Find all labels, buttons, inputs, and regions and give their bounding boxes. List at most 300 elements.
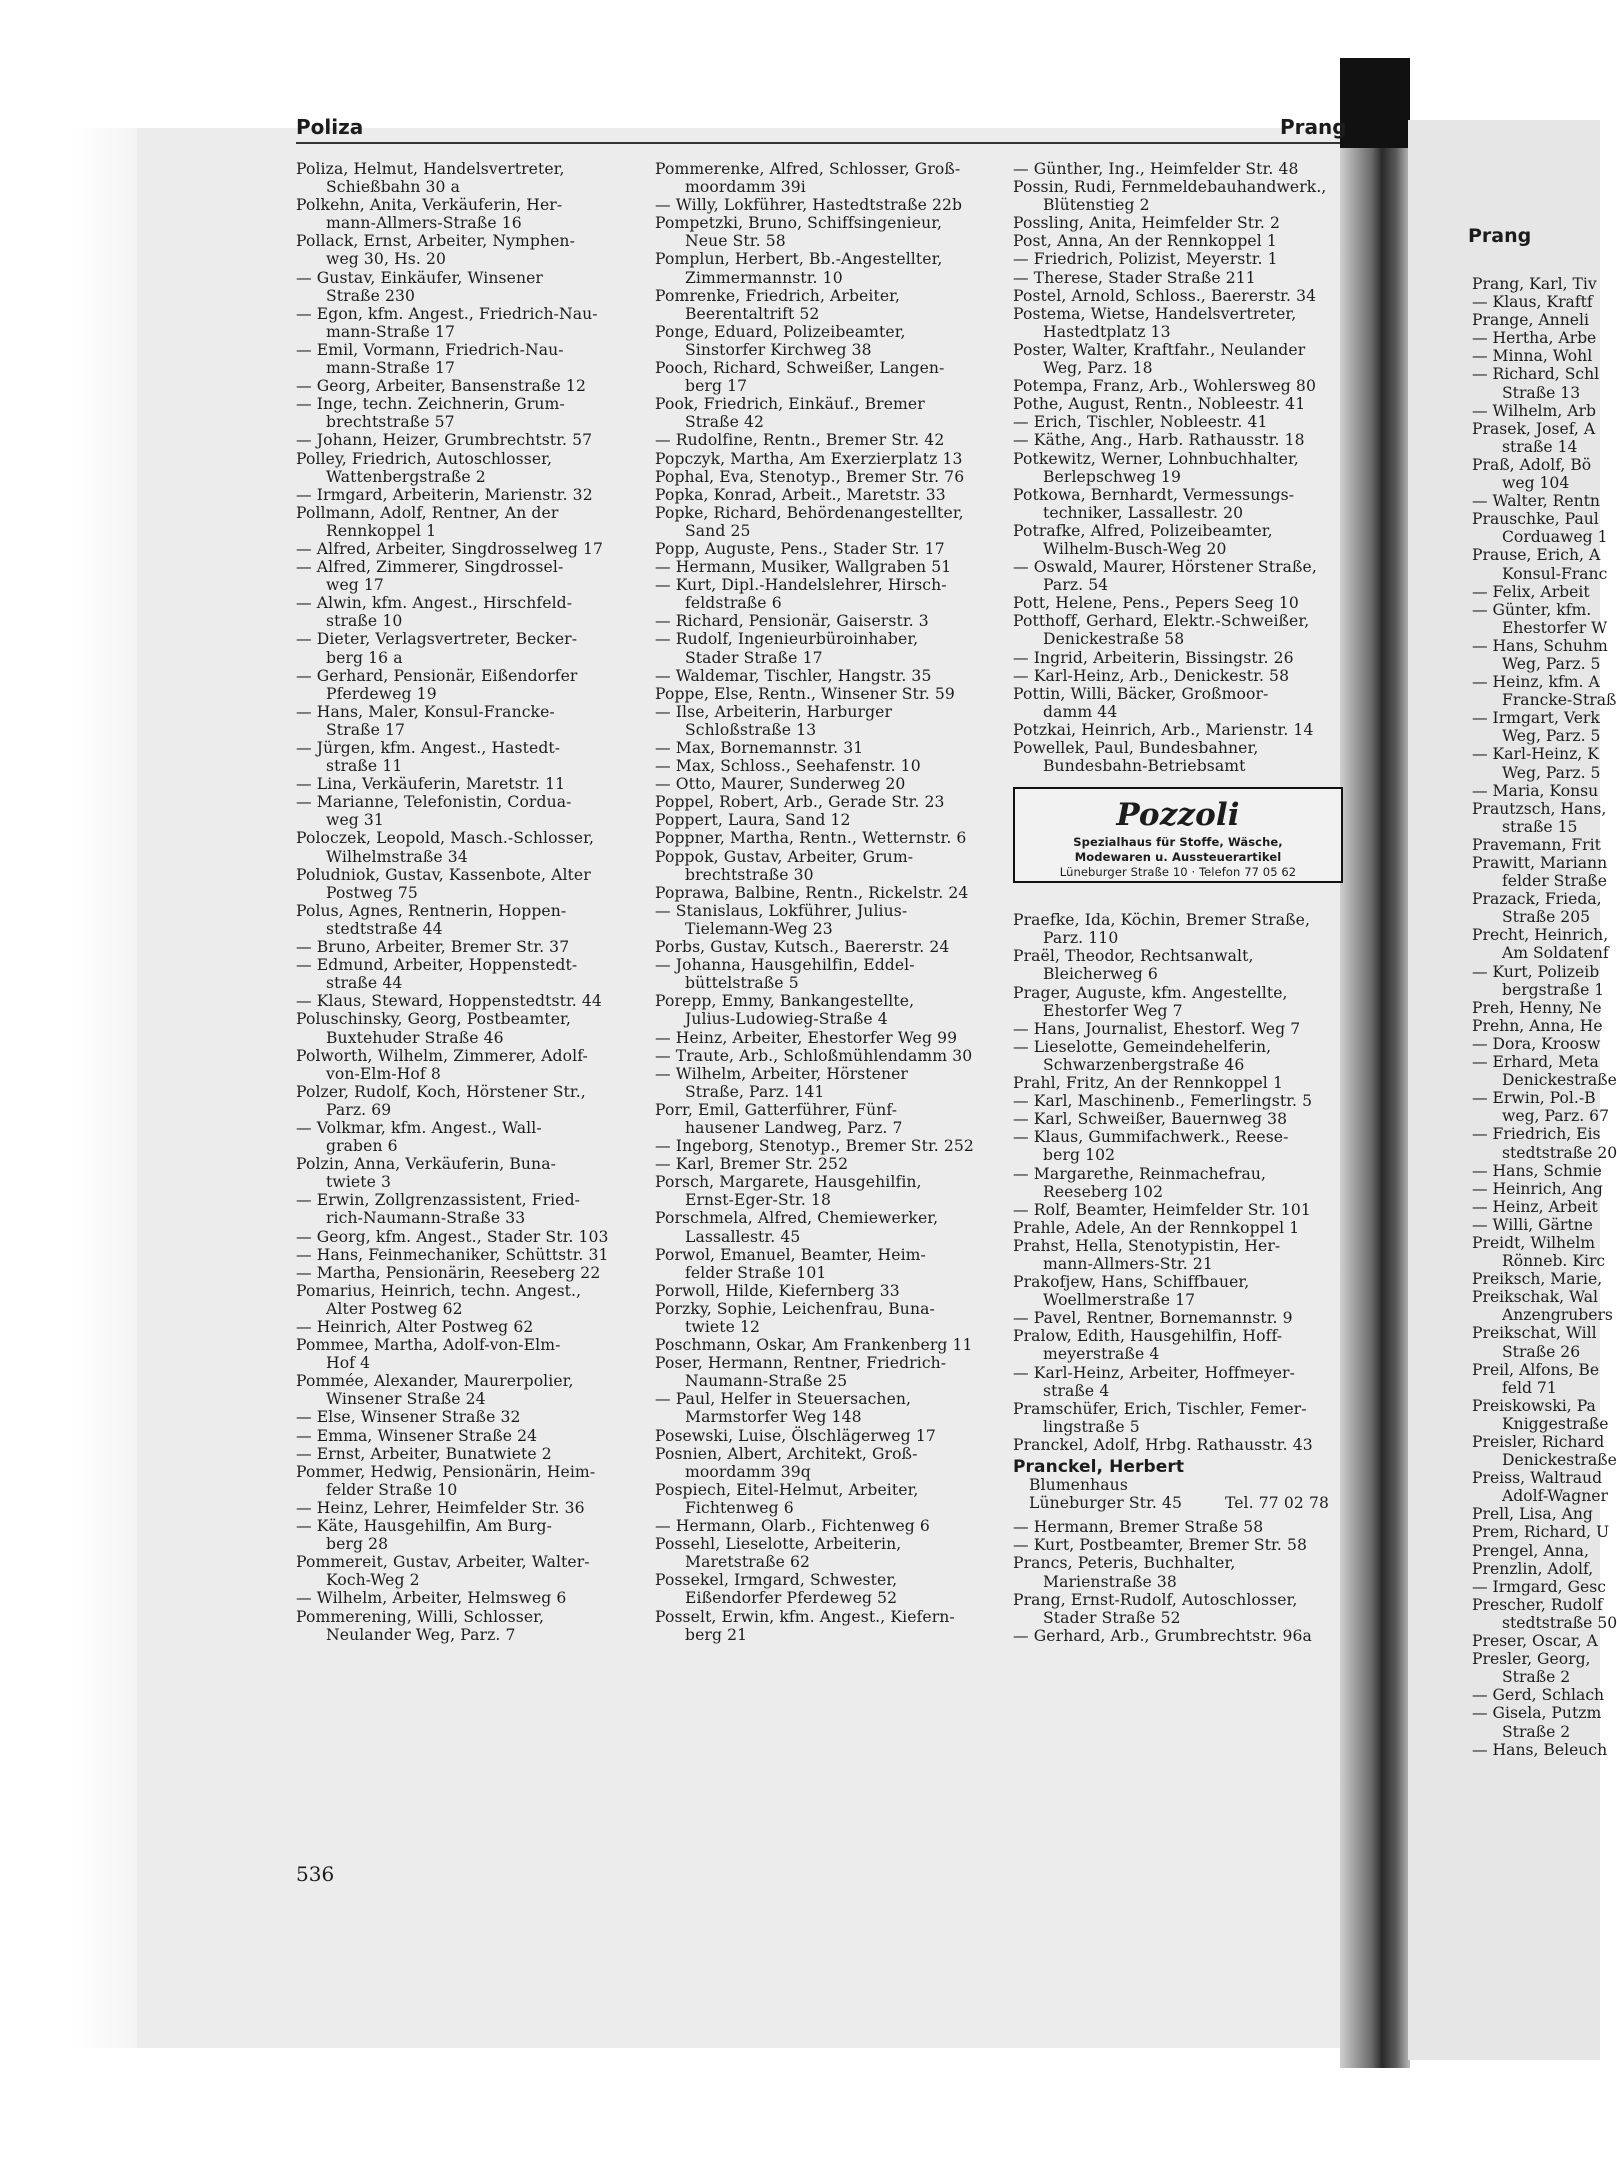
entry-line: — Georg, Arbeiter, Bansenstraße 12: [296, 377, 586, 396]
entry-line: — Walter, Rentn: [1472, 492, 1600, 511]
entry-line: — Johann, Heizer, Grumbrechtstr. 57: [296, 431, 593, 450]
entry-line: Pospiech, Eitel-Helmut, Arbeiter,: [655, 1480, 919, 1499]
entry-line: Maretstraße 62: [685, 1553, 811, 1572]
entry-line: Sand 25: [685, 521, 751, 540]
entry-line: — Heinz, Lehrer, Heimfelder Str. 36: [296, 1498, 585, 1517]
entry-line: Prahle, Adele, An der Rennkoppel 1: [1013, 1218, 1300, 1237]
entry-line: stedtstraße 44: [326, 919, 443, 938]
entry-line: Postema, Wietse, Handelsvertreter,: [1013, 304, 1297, 323]
entry-line: Pollack, Ernst, Arbeiter, Nymphen-: [296, 232, 575, 251]
entry-line: Weg, Parz. 5: [1502, 763, 1601, 782]
entry-line: — Volkmar, kfm. Angest., Wall-: [296, 1118, 542, 1137]
entry-line: Possin, Rudi, Fernmeldebauhandwerk.,: [1013, 178, 1327, 197]
entry-line: Praël, Theodor, Rechtsanwalt,: [1013, 947, 1254, 966]
entry-line: Post, Anna, An der Rennkoppel 1: [1013, 232, 1277, 251]
entry-line: Eißendorfer Pferdeweg 52: [685, 1589, 898, 1608]
entry-line: — Hermann, Bremer Straße 58: [1013, 1518, 1264, 1537]
entry-line: — Ilse, Arbeiterin, Harburger: [655, 702, 893, 721]
entry-line: Francke-Straß: [1502, 691, 1617, 710]
entry-line: Marmstorfer Weg 148: [685, 1408, 862, 1427]
entry-line: — Stanislaus, Lokführer, Julius-: [655, 901, 908, 920]
next-page-fragment: [1408, 120, 1617, 2060]
entry-line: — Klaus, Gummifachwerk., Reese-: [1013, 1128, 1289, 1147]
entry-line: weg 31: [326, 811, 384, 830]
entry-line: — Heinz, Arbeit: [1472, 1197, 1598, 1216]
entry-line: von-Elm-Hof 8: [326, 1064, 441, 1083]
entry-line: — Waldemar, Tischler, Hangstr. 35: [655, 666, 932, 685]
entry-line: Prautzsch, Hans,: [1472, 799, 1607, 818]
entry-line: berg 17: [685, 377, 748, 396]
entry-line: Parz. 54: [1043, 576, 1109, 595]
entry-line: — Egon, kfm. Angest., Friedrich-Nau-: [296, 304, 598, 323]
entry-line: Prescher, Rudolf: [1472, 1595, 1603, 1614]
entry-line: Possling, Anita, Heimfelder Str. 2: [1013, 214, 1281, 233]
entry-line: Popczyk, Martha, Am Exerzierplatz 13: [655, 449, 963, 468]
entry-line: büttelstraße 5: [685, 974, 799, 993]
entry-line: Potthoff, Gerhard, Elektr.-Schweißer,: [1013, 612, 1310, 631]
entry-line: — Hans, Beleuch: [1472, 1740, 1608, 1759]
entry-line: Denickestraße: [1502, 1071, 1617, 1090]
entry-line: Alter Postweg 62: [326, 1299, 463, 1318]
entry-line: straße 10: [326, 612, 403, 631]
entry-line: — Rudolf, Ingenieurbüroinhaber,: [655, 630, 919, 649]
entry-line: twiete 3: [326, 1173, 392, 1192]
entry-line: Popp, Auguste, Pens., Stader Str. 17: [655, 539, 945, 558]
entry-line: Preiksch, Marie,: [1472, 1270, 1603, 1289]
entry-line: Prell, Lisa, Ang: [1472, 1505, 1593, 1524]
entry-line: Prancs, Peteris, Buchhalter,: [1013, 1554, 1236, 1573]
entry-line: Konsul-Franc: [1502, 564, 1608, 583]
entry-line: Hastedtplatz 13: [1043, 322, 1171, 341]
entry-line: Preser, Oscar, A: [1472, 1632, 1598, 1651]
entry-line: Bleicherweg 6: [1043, 965, 1158, 984]
entry-line: — Karl, Schweißer, Bauernweg 38: [1013, 1110, 1288, 1129]
entry-line: Potempa, Franz, Arb., Wohlersweg 80: [1013, 377, 1316, 396]
entry-line: — Heinz, kfm. A: [1472, 673, 1600, 692]
entry-line: Anzengrubers: [1502, 1306, 1613, 1325]
entry-line: — Irmgard, Arbeiterin, Marienstr. 32: [296, 485, 593, 504]
entry-line: Prem, Richard, U: [1472, 1523, 1610, 1542]
entry-line: Weg, Parz. 18: [1043, 359, 1153, 378]
entry-line: — Bruno, Arbeiter, Bremer Str. 37: [296, 938, 570, 957]
entry-line: Pomplun, Herbert, Bb.-Angestellter,: [655, 250, 943, 269]
entry-line: Wilhelm-Busch-Weg 20: [1043, 539, 1227, 558]
entry-line: Porr, Emil, Gatterführer, Fünf-: [655, 1100, 898, 1119]
entry-line: Neulander Weg, Parz. 7: [326, 1625, 516, 1644]
entry-line: Pooch, Richard, Schweißer, Langen-: [655, 359, 945, 378]
entry-line: Porzky, Sophie, Leichenfrau, Buna-: [655, 1299, 935, 1318]
entry-line: — Dora, Kroosw: [1472, 1034, 1601, 1053]
entry-line: lingstraße 5: [1043, 1417, 1140, 1436]
entry-line: Polworth, Wilhelm, Zimmerer, Adolf-: [296, 1046, 588, 1065]
entry-line: Poschmann, Oskar, Am Frankenberg 11: [655, 1336, 973, 1355]
entry-line: Poppner, Martha, Rentn., Wetternstr. 6: [655, 829, 967, 848]
entry-line: Sinstorfer Kirchweg 38: [685, 340, 872, 359]
entry-line: Prauschke, Paul: [1472, 510, 1599, 529]
entry-line: Prawitt, Mariann: [1472, 854, 1608, 872]
entry-line: Porsch, Margarete, Hausgehilfin,: [655, 1173, 922, 1192]
entry-line: Poprawa, Balbine, Rentn., Rickelstr. 24: [655, 883, 969, 902]
entry-line: Ernst-Eger-Str. 18: [685, 1191, 831, 1210]
entry-line: Winsener Straße 24: [326, 1390, 486, 1409]
entry-line: Fichtenweg 6: [685, 1498, 794, 1517]
entry-column-2: [655, 160, 974, 1644]
entry-line: straße 11: [326, 757, 403, 776]
entry-line: Preikschat, Will: [1472, 1324, 1597, 1343]
entry-line: — Johanna, Hausgehilfin, Eddel-: [655, 956, 915, 975]
entry-line: weg 30, Hs. 20: [326, 250, 447, 269]
entry-line: straße 14: [1502, 437, 1578, 456]
entry-line: weg, Parz. 67: [1502, 1107, 1609, 1126]
entry-line: Polkehn, Anita, Verkäuferin, Her-: [296, 196, 563, 215]
entry-line: Stader Straße 17: [685, 648, 823, 667]
next-page-header: Prang: [1468, 225, 1532, 247]
entry-line: Tielemann-Weg 23: [685, 919, 833, 938]
entry-line: — Willy, Lokführer, Hastedtstraße 22b: [655, 196, 963, 215]
page-number: 536: [296, 1862, 335, 1886]
entry-line: Prang, Ernst-Rudolf, Autoschlosser,: [1013, 1590, 1298, 1609]
entry-line: Poliza, Helmut, Handelsvertreter,: [296, 160, 565, 178]
ad-line-1: Spezialhaus für Stoffe, Wäsche,: [1073, 835, 1283, 850]
entry-line: Koch-Weg 2: [326, 1571, 420, 1590]
entry-line: Poster, Walter, Kraftfahr., Neulander: [1013, 340, 1306, 359]
entry-line: Preh, Henny, Ne: [1472, 998, 1602, 1017]
entry-line: — Karl-Heinz, Arb., Denickestr. 58: [1013, 666, 1290, 685]
entry-line: berg 16 a: [326, 648, 403, 667]
running-header-right: Prang: [1280, 115, 1347, 139]
entry-line: Parz. 110: [1043, 929, 1119, 948]
entry-line: — Wilhelm, Arbeiter, Hörstener: [655, 1064, 908, 1083]
entry-line: Preisler, Richard: [1472, 1433, 1605, 1451]
entry-line: Pommer, Hedwig, Pensionärin, Heim-: [296, 1462, 596, 1481]
ad-logo: Pozzoli: [1116, 797, 1240, 834]
entry-line: Pranckel, Adolf, Hrbg. Rathausstr. 43: [1013, 1435, 1313, 1454]
entry-line: — Käte, Hausgehilfin, Am Burg-: [296, 1517, 553, 1536]
entry-line: Lassallestr. 45: [685, 1227, 801, 1246]
entry-line: Prause, Erich, A: [1472, 546, 1601, 565]
entry-line: — Karl, Bremer Str. 252: [655, 1155, 849, 1174]
entry-line: Poser, Hermann, Rentner, Friedrich-: [655, 1354, 947, 1373]
entry-list-3c: [1013, 1518, 1343, 1645]
entry-line: stedtstraße 20: [1502, 1143, 1617, 1162]
entry-line: — Karl-Heinz, K: [1472, 745, 1599, 764]
entry-line: Denickestraße 58: [1043, 630, 1185, 649]
entry-line: weg 17: [326, 576, 384, 595]
entry-line: Julius-Ludowieg-Straße 4: [685, 1010, 888, 1029]
entry-line: — Klaus, Kraftf: [1472, 293, 1593, 312]
entry-line: straße 44: [326, 974, 403, 993]
entry-line: — Erwin, Zollgrenzassistent, Fried-: [296, 1191, 581, 1210]
entry-line: — Jürgen, kfm. Angest., Hastedt-: [296, 739, 561, 757]
entry-line: Pommerenke, Alfred, Schlosser, Groß-: [655, 160, 961, 178]
entry-line: Wattenbergstraße 2: [326, 467, 486, 486]
entry-line: Poppe, Else, Rentn., Winsener Str. 59: [655, 684, 955, 703]
entry-line: Straße 205: [1502, 908, 1591, 927]
entry-line: moordamm 39q: [685, 1462, 811, 1481]
entry-line: — Edmund, Arbeiter, Hoppenstedt-: [296, 956, 578, 975]
entry-line: Am Soldatenf: [1502, 944, 1609, 963]
entry-line: Postel, Arnold, Schloss., Baererstr. 34: [1013, 286, 1317, 305]
entry-line: Wilhelmstraße 34: [326, 847, 468, 866]
entry-line: weg 104: [1502, 474, 1570, 493]
entry-line: Pompetzki, Bruno, Schiffsingenieur,: [655, 214, 943, 233]
entry-line: berg 102: [1043, 1146, 1116, 1165]
entry-line: hausener Landweg, Parz. 7: [685, 1118, 903, 1137]
entry-line: — Kurt, Polizeib: [1472, 962, 1600, 981]
entry-line: Schießbahn 30 a: [326, 178, 461, 197]
entry-line: Prazack, Frieda,: [1472, 890, 1602, 909]
entry-line: — Ernst, Arbeiter, Bunatwiete 2: [296, 1444, 552, 1463]
entry-line: brechtstraße 57: [326, 413, 455, 432]
entry-line: — Hans, Journalist, Ehestorf. Weg 7: [1013, 1019, 1301, 1038]
entry-line: — Käthe, Ang., Harb. Rathausstr. 18: [1013, 431, 1305, 450]
entry-line: Weg, Parz. 5: [1502, 727, 1601, 746]
entry-line: Poloczek, Leopold, Masch.-Schlosser,: [296, 829, 595, 848]
entry-line: Denickestraße: [1502, 1451, 1617, 1470]
entry-line: — Heinrich, Ang: [1472, 1179, 1603, 1198]
featured-name: Pranckel, Herbert: [1013, 1457, 1185, 1477]
entry-line: — Dieter, Verlagsvertreter, Becker-: [296, 630, 578, 649]
entry-line: Porwoll, Hilde, Kiefernberg 33: [655, 1281, 900, 1300]
featured-line-2-row: [1013, 1494, 1329, 1512]
entry-line: Polzin, Anna, Verkäuferin, Buna-: [296, 1155, 556, 1174]
entry-line: Preidt, Wilhelm: [1472, 1233, 1596, 1252]
entry-line: Weg, Parz. 5: [1502, 654, 1601, 673]
featured-line-1: Blumenhaus: [1029, 1476, 1128, 1495]
entry-line: Porwol, Emanuel, Beamter, Heim-: [655, 1245, 926, 1264]
entry-line: Kniggestraße: [1502, 1414, 1609, 1433]
entry-line: — Hermann, Musiker, Wallgraben 51: [655, 558, 952, 577]
entry-line: Prasek, Josef, A: [1472, 419, 1596, 438]
entry-line: — Günther, Ing., Heimfelder Str. 48: [1013, 160, 1299, 178]
entry-line: — Hermann, Olarb., Fichtenweg 6: [655, 1517, 930, 1536]
featured-entry: [1013, 1458, 1343, 1512]
entry-line: — Irmgard, Gesc: [1472, 1577, 1607, 1596]
entry-line: — Friedrich, Polizist, Meyerstr. 1: [1013, 250, 1278, 269]
next-page-column: [1472, 275, 1617, 1759]
entry-line: — Felix, Arbeit: [1472, 582, 1590, 601]
entry-line: — Inge, techn. Zeichnerin, Grum-: [296, 395, 565, 414]
entry-line: Parz. 69: [326, 1100, 392, 1119]
entry-line: Popka, Konrad, Arbeit., Maretstr. 33: [655, 485, 946, 504]
entry-line: Poppok, Gustav, Arbeiter, Grum-: [655, 847, 914, 866]
entry-line: mann-Allmers-Straße 16: [326, 214, 522, 233]
entry-line: — Traute, Arb., Schloßmühlendamm 30: [655, 1046, 973, 1065]
header-rule: [296, 142, 1340, 144]
entry-line: Prenzlin, Adolf,: [1472, 1559, 1594, 1578]
entry-line: Corduaweg 1: [1502, 528, 1608, 547]
entry-line: — Gerd, Schlach: [1472, 1686, 1605, 1705]
entry-line: techniker, Lassallestr. 20: [1043, 503, 1244, 522]
entry-line: — Emma, Winsener Straße 24: [296, 1426, 538, 1445]
entry-line: — Kurt, Postbeamter, Bremer Str. 58: [1013, 1536, 1308, 1555]
entry-line: Pollmann, Adolf, Rentner, An der: [296, 503, 559, 522]
entry-line: — Richard, Pensionär, Gaiserstr. 3: [655, 612, 929, 631]
entry-line: — Margarethe, Reinmachefrau,: [1013, 1164, 1267, 1183]
entry-line: rich-Naumann-Straße 33: [326, 1209, 526, 1228]
entry-line: Preiss, Waltraud: [1472, 1469, 1603, 1488]
entry-line: Bundesbahn-Betriebsamt: [1043, 757, 1246, 776]
entry-line: Posnien, Albert, Architekt, Groß-: [655, 1444, 918, 1463]
entry-line: — Lina, Verkäuferin, Maretstr. 11: [296, 775, 566, 794]
entry-line: — Alwin, kfm. Angest., Hirschfeld-: [296, 594, 573, 613]
entry-line: — Heinz, Arbeiter, Ehestorfer Weg 99: [655, 1028, 958, 1047]
entry-line: — Günter, kfm.: [1472, 600, 1592, 619]
entry-line: — Paul, Helfer in Steuersachen,: [655, 1390, 912, 1409]
entry-line: Straße 2: [1502, 1668, 1571, 1687]
entry-line: Pomrenke, Friedrich, Arbeiter,: [655, 286, 901, 305]
entry-line: Straße 17: [326, 720, 406, 739]
entry-line: — Erhard, Meta: [1472, 1053, 1599, 1072]
entry-line: Prange, Anneli: [1472, 311, 1589, 330]
scan-margin: [70, 128, 138, 2048]
entry-line: Prehn, Anna, He: [1472, 1016, 1603, 1035]
entry-line: Porbs, Gustav, Kutsch., Baererstr. 24: [655, 938, 950, 957]
entry-line: — Erwin, Pol.-B: [1472, 1089, 1596, 1108]
entry-line: Presler, Georg,: [1472, 1650, 1591, 1669]
entry-line: moordamm 39i: [685, 178, 806, 197]
entry-line: — Hans, Schuhm: [1472, 636, 1608, 655]
entry-line: — Martha, Pensionärin, Reeseberg 22: [296, 1263, 601, 1282]
entry-line: — Willi, Gärtne: [1472, 1215, 1593, 1234]
entry-line: — Pavel, Rentner, Bornemannstr. 9: [1013, 1309, 1293, 1328]
entry-line: — Emil, Vormann, Friedrich-Nau-: [296, 340, 564, 359]
entry-line: — Therese, Stader Straße 211: [1013, 268, 1256, 287]
entry-list-3a: [1013, 160, 1343, 775]
entry-line: Precht, Heinrich,: [1472, 926, 1609, 945]
entry-line: straße 15: [1502, 817, 1578, 836]
entry-line: — Rolf, Beamter, Heimfelder Str. 101: [1013, 1200, 1311, 1219]
entry-line: damm 44: [1043, 702, 1118, 721]
entry-line: — Alfred, Arbeiter, Singdrosselweg 17: [296, 539, 604, 558]
entry-line: Beerentaltrift 52: [685, 304, 820, 323]
entry-line: Ehestorfer Weg 7: [1043, 1001, 1183, 1020]
entry-line: Hof 4: [326, 1354, 371, 1373]
entry-line: Possekel, Irmgard, Schwester,: [655, 1571, 898, 1590]
entry-line: Potkewitz, Werner, Lohnbuchhalter,: [1013, 449, 1299, 468]
book-spine-shadow: [1340, 58, 1410, 148]
entry-line: Polley, Friedrich, Autoschlosser,: [296, 449, 553, 468]
entry-line: Stader Straße 52: [1043, 1608, 1181, 1627]
entry-line: Pommee, Martha, Adolf-von-Elm-: [296, 1336, 561, 1355]
running-header-left: Poliza: [296, 115, 364, 139]
entry-line: — Karl-Heinz, Arbeiter, Hoffmeyer-: [1013, 1363, 1295, 1382]
entry-line: Prahst, Hella, Stenotypistin, Her-: [1013, 1236, 1281, 1255]
entry-line: — Hans, Schmie: [1472, 1161, 1602, 1180]
entry-line: Postweg 75: [326, 883, 418, 902]
entry-line: brechtstraße 30: [685, 865, 814, 884]
entry-line: Straße 2: [1502, 1722, 1571, 1741]
entry-line: — Gisela, Putzm: [1472, 1704, 1602, 1723]
entry-line: — Karl, Maschinenb., Femerlingstr. 5: [1013, 1092, 1313, 1111]
entry-line: — Oswald, Maurer, Hörstener Straße,: [1013, 558, 1317, 577]
entry-line: — Minna, Wohl: [1472, 347, 1593, 366]
entry-line: straße 4: [1043, 1381, 1110, 1400]
entry-line: — Lieselotte, Gemeindehelferin,: [1013, 1037, 1272, 1056]
entry-line: Straße, Parz. 141: [685, 1082, 825, 1101]
entry-line: Berlepschweg 19: [1043, 467, 1181, 486]
entry-line: — Gerhard, Arb., Grumbrechtstr. 96a: [1013, 1626, 1312, 1645]
entry-line: Straße 230: [326, 286, 416, 305]
featured-phone: Tel. 77 02 78: [1224, 1494, 1329, 1513]
entry-line: felder Straße: [1502, 872, 1607, 891]
entry-line: — Georg, kfm. Angest., Stader Str. 103: [296, 1227, 609, 1246]
entry-line: berg 28: [326, 1535, 389, 1554]
entry-line: — Max, Bornemannstr. 31: [655, 739, 864, 757]
entry-line: graben 6: [326, 1137, 398, 1156]
entry-line: Popke, Richard, Behördenangestellter,: [655, 503, 964, 522]
entry-line: Pottin, Willi, Bäcker, Großmoor-: [1013, 684, 1269, 703]
entry-line: Possehl, Lieselotte, Arbeiterin,: [655, 1535, 902, 1554]
entry-line: Blütenstieg 2: [1043, 196, 1150, 215]
entry-line: Buxtehuder Straße 46: [326, 1028, 504, 1047]
entry-line: Pralow, Edith, Hausgehilfin, Hoff-: [1013, 1327, 1283, 1346]
entry-line: Pothe, August, Rentn., Nobleestr. 41: [1013, 395, 1306, 414]
entry-line: Poludniok, Gustav, Kassenbote, Alter: [296, 865, 591, 884]
entry-line: Naumann-Straße 25: [685, 1372, 848, 1391]
entry-line: — Irmgart, Verk: [1472, 709, 1600, 728]
entry-line: — Richard, Schl: [1472, 365, 1600, 384]
entry-line: Praß, Adolf, Bö: [1472, 455, 1592, 474]
entry-line: Straße 13: [1502, 383, 1581, 402]
entry-line: Prager, Auguste, kfm. Angestellte,: [1013, 983, 1288, 1002]
entry-line: — Klaus, Steward, Hoppenstedtstr. 44: [296, 992, 602, 1011]
entry-line: — Hans, Maler, Konsul-Francke-: [296, 702, 555, 721]
entry-line: — Max, Schloss., Seehafenstr. 10: [655, 757, 921, 776]
entry-line: mann-Straße 17: [326, 359, 455, 378]
entry-line: — Maria, Konsu: [1472, 781, 1599, 800]
entry-line: meyerstraße 4: [1043, 1345, 1160, 1364]
entry-line: Porschmela, Alfred, Chemiewerker,: [655, 1209, 939, 1228]
entry-line: Pook, Friedrich, Einkäuf., Bremer: [655, 395, 925, 414]
entry-line: — Friedrich, Eis: [1472, 1125, 1601, 1144]
entry-line: Preikschak, Wal: [1472, 1288, 1599, 1307]
entry-line: Powellek, Paul, Bundesbahner,: [1013, 739, 1259, 757]
entry-line: Potrafke, Alfred, Polizeibeamter,: [1013, 521, 1273, 540]
entry-line: Pommereit, Gustav, Arbeiter, Walter-: [296, 1553, 590, 1572]
book-gutter: [1340, 58, 1410, 2068]
entry-line: felder Straße 101: [685, 1263, 827, 1282]
entry-line: Pommée, Alexander, Maurerpolier,: [296, 1372, 574, 1391]
entry-line: — Otto, Maurer, Sunderweg 20: [655, 775, 906, 794]
entry-line: Poppert, Laura, Sand 12: [655, 811, 851, 830]
entry-line: Prengel, Anna,: [1472, 1541, 1589, 1560]
entry-line: — Rudolfine, Rentn., Bremer Str. 42: [655, 431, 945, 450]
entry-line: — Erich, Tischler, Nobleestr. 41: [1013, 413, 1268, 432]
featured-address: Lüneburger Str. 45: [1029, 1494, 1183, 1513]
entry-line: — Marianne, Telefonistin, Corduа-: [296, 793, 572, 812]
entry-line: Schloßstraße 13: [685, 720, 817, 739]
pozzoli-advertisement: [1013, 787, 1343, 883]
entry-line: feld 71: [1502, 1378, 1557, 1397]
entry-line: — Wilhelm, Arb: [1472, 401, 1596, 420]
entry-line: Ehestorfer W: [1502, 618, 1608, 637]
entry-line: Poluschinsky, Georg, Postbeamter,: [296, 1010, 571, 1029]
entry-line: — Gustav, Einkäufer, Winsener: [296, 268, 543, 287]
entry-line: — Hertha, Arbe: [1472, 329, 1597, 348]
entry-line: bergstraße 1: [1502, 980, 1605, 999]
entry-line: Poppel, Robert, Arb., Gerade Str. 23: [655, 793, 945, 812]
entry-line: Prang, Karl, Tiv: [1472, 275, 1597, 293]
entry-line: Marienstraße 38: [1043, 1572, 1177, 1591]
entry-line: Rönneb. Kirc: [1502, 1252, 1606, 1271]
entry-line: Pravemann, Frit: [1472, 835, 1601, 854]
entry-line: Woellmerstraße 17: [1043, 1291, 1196, 1310]
entry-line: Rennkoppel 1: [326, 521, 437, 540]
entry-line: Posewski, Luise, Ölschlägerweg 17: [655, 1426, 936, 1445]
entry-line: Pophal, Eva, Stenotyp., Bremer Str. 76: [655, 467, 965, 486]
entry-line: Zimmermannstr. 10: [685, 268, 843, 287]
